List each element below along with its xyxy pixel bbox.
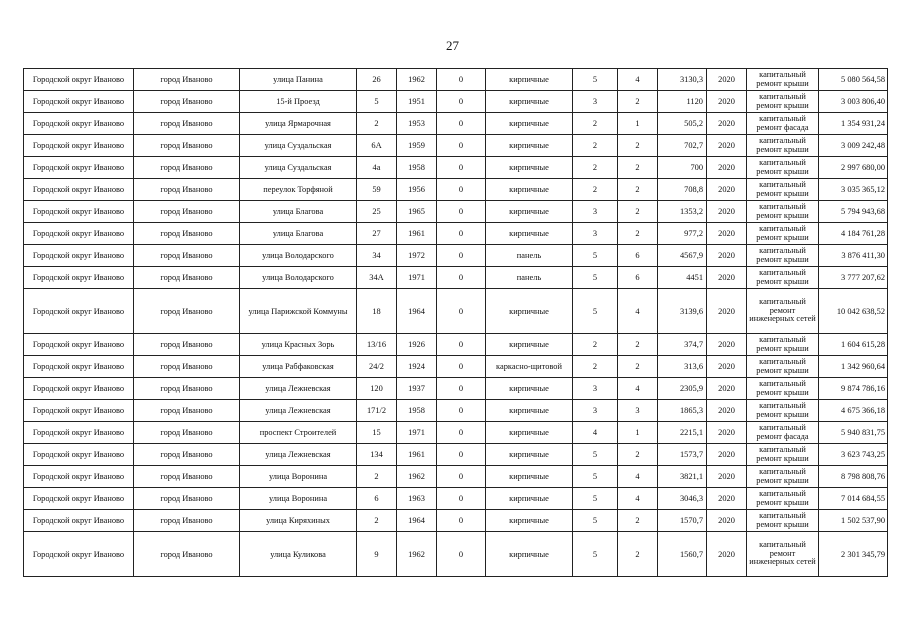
area-cell: 313,6 <box>658 356 707 378</box>
floors-cell: 5 <box>573 69 618 91</box>
build-year-cell: 1924 <box>397 356 437 378</box>
city-cell: город Иваново <box>134 488 240 510</box>
work-type-cell: капитальный ремонт фасада <box>747 422 819 444</box>
wall-material-cell: кирпичные <box>486 444 573 466</box>
table-row <box>24 510 888 532</box>
zero-cell: 0 <box>437 444 486 466</box>
plan-year-cell: 2020 <box>707 201 747 223</box>
house-number-cell: 25 <box>357 201 397 223</box>
housing-repair-table <box>23 68 888 577</box>
floors-cell: 2 <box>573 157 618 179</box>
work-type-cell: капитальный ремонт крыши <box>747 135 819 157</box>
cost-cell: 3 003 806,40 <box>819 91 888 113</box>
district-cell: Городской округ Иваново <box>24 201 134 223</box>
wall-material-cell: кирпичные <box>486 466 573 488</box>
entrances-cell: 2 <box>618 201 658 223</box>
cost-cell: 1 342 960,64 <box>819 356 888 378</box>
plan-year-cell: 2020 <box>707 444 747 466</box>
entrances-cell: 2 <box>618 157 658 179</box>
build-year-cell: 1953 <box>397 113 437 135</box>
street-cell: улица Воронина <box>240 466 357 488</box>
plan-year-cell: 2020 <box>707 157 747 179</box>
zero-cell: 0 <box>437 201 486 223</box>
city-cell: город Иваново <box>134 69 240 91</box>
house-number-cell: 24/2 <box>357 356 397 378</box>
zero-cell: 0 <box>437 334 486 356</box>
table-row <box>24 444 888 466</box>
house-number-cell: 2 <box>357 510 397 532</box>
district-cell: Городской округ Иваново <box>24 245 134 267</box>
district-cell: Городской округ Иваново <box>24 422 134 444</box>
cost-cell: 2 997 680,00 <box>819 157 888 179</box>
city-cell: город Иваново <box>134 466 240 488</box>
work-type-cell: капитальный ремонт крыши <box>747 157 819 179</box>
work-type-cell: капитальный ремонт крыши <box>747 466 819 488</box>
house-number-cell: 34А <box>357 267 397 289</box>
build-year-cell: 1964 <box>397 510 437 532</box>
city-cell: город Иваново <box>134 356 240 378</box>
table-row <box>24 378 888 400</box>
work-type-cell: капитальный ремонт крыши <box>747 245 819 267</box>
cost-cell: 1 502 537,90 <box>819 510 888 532</box>
floors-cell: 3 <box>573 223 618 245</box>
plan-year-cell: 2020 <box>707 113 747 135</box>
zero-cell: 0 <box>437 245 486 267</box>
area-cell: 4567,9 <box>658 245 707 267</box>
floors-cell: 3 <box>573 378 618 400</box>
district-cell: Городской округ Иваново <box>24 510 134 532</box>
plan-year-cell: 2020 <box>707 179 747 201</box>
cost-cell: 9 874 786,16 <box>819 378 888 400</box>
work-type-cell: капитальный ремонт крыши <box>747 444 819 466</box>
build-year-cell: 1962 <box>397 69 437 91</box>
district-cell: Городской округ Иваново <box>24 91 134 113</box>
entrances-cell: 4 <box>618 69 658 91</box>
plan-year-cell: 2020 <box>707 466 747 488</box>
wall-material-cell: кирпичные <box>486 91 573 113</box>
zero-cell: 0 <box>437 69 486 91</box>
district-cell: Городской округ Иваново <box>24 267 134 289</box>
table-row <box>24 334 888 356</box>
street-cell: улица Суздальская <box>240 135 357 157</box>
wall-material-cell: каркасно-щитовой <box>486 356 573 378</box>
area-cell: 4451 <box>658 267 707 289</box>
house-number-cell: 34 <box>357 245 397 267</box>
table-row <box>24 289 888 334</box>
work-type-cell: капитальный ремонт крыши <box>747 179 819 201</box>
zero-cell: 0 <box>437 267 486 289</box>
city-cell: город Иваново <box>134 422 240 444</box>
cost-cell: 4 675 366,18 <box>819 400 888 422</box>
street-cell: улица Лежневская <box>240 378 357 400</box>
floors-cell: 3 <box>573 91 618 113</box>
street-cell: переулок Торфяной <box>240 179 357 201</box>
cost-cell: 1 354 931,24 <box>819 113 888 135</box>
floors-cell: 3 <box>573 400 618 422</box>
wall-material-cell: панель <box>486 267 573 289</box>
zero-cell: 0 <box>437 466 486 488</box>
cost-cell: 7 014 684,55 <box>819 488 888 510</box>
house-number-cell: 6 <box>357 488 397 510</box>
street-cell: улица Панина <box>240 69 357 91</box>
district-cell: Городской округ Иваново <box>24 334 134 356</box>
floors-cell: 5 <box>573 289 618 334</box>
work-type-cell: капитальный ремонт крыши <box>747 267 819 289</box>
area-cell: 1353,2 <box>658 201 707 223</box>
entrances-cell: 6 <box>618 245 658 267</box>
area-cell: 2305,9 <box>658 378 707 400</box>
floors-cell: 2 <box>573 356 618 378</box>
floors-cell: 5 <box>573 488 618 510</box>
city-cell: город Иваново <box>134 223 240 245</box>
area-cell: 702,7 <box>658 135 707 157</box>
page-number: 27 <box>446 38 459 53</box>
area-cell: 3130,3 <box>658 69 707 91</box>
table-row <box>24 135 888 157</box>
street-cell: 15-й Проезд <box>240 91 357 113</box>
wall-material-cell: кирпичные <box>486 135 573 157</box>
zero-cell: 0 <box>437 135 486 157</box>
floors-cell: 3 <box>573 201 618 223</box>
work-type-cell: капитальный ремонт крыши <box>747 69 819 91</box>
zero-cell: 0 <box>437 378 486 400</box>
cost-cell: 3 876 411,30 <box>819 245 888 267</box>
street-cell: улица Благова <box>240 223 357 245</box>
cost-cell: 1 604 615,28 <box>819 334 888 356</box>
build-year-cell: 1926 <box>397 334 437 356</box>
district-cell: Городской округ Иваново <box>24 444 134 466</box>
zero-cell: 0 <box>437 91 486 113</box>
entrances-cell: 4 <box>618 488 658 510</box>
plan-year-cell: 2020 <box>707 532 747 577</box>
area-cell: 3139,6 <box>658 289 707 334</box>
entrances-cell: 4 <box>618 378 658 400</box>
district-cell: Городской округ Иваново <box>24 532 134 577</box>
street-cell: улица Красных Зорь <box>240 334 357 356</box>
area-cell: 1570,7 <box>658 510 707 532</box>
table-row <box>24 356 888 378</box>
street-cell: улица Володарского <box>240 245 357 267</box>
table-row <box>24 400 888 422</box>
entrances-cell: 2 <box>618 91 658 113</box>
plan-year-cell: 2020 <box>707 69 747 91</box>
entrances-cell: 2 <box>618 135 658 157</box>
street-cell: улица Парижской Коммуны <box>240 289 357 334</box>
area-cell: 505,2 <box>658 113 707 135</box>
work-type-cell: капитальный ремонт крыши <box>747 510 819 532</box>
floors-cell: 2 <box>573 135 618 157</box>
zero-cell: 0 <box>437 113 486 135</box>
build-year-cell: 1965 <box>397 201 437 223</box>
table-row <box>24 488 888 510</box>
cost-cell: 5 080 564,58 <box>819 69 888 91</box>
entrances-cell: 2 <box>618 334 658 356</box>
area-cell: 1120 <box>658 91 707 113</box>
plan-year-cell: 2020 <box>707 91 747 113</box>
build-year-cell: 1971 <box>397 422 437 444</box>
house-number-cell: 6А <box>357 135 397 157</box>
street-cell: проспект Строителей <box>240 422 357 444</box>
table-row <box>24 466 888 488</box>
cost-cell: 5 940 831,75 <box>819 422 888 444</box>
plan-year-cell: 2020 <box>707 289 747 334</box>
entrances-cell: 1 <box>618 113 658 135</box>
cost-cell: 3 623 743,25 <box>819 444 888 466</box>
build-year-cell: 1951 <box>397 91 437 113</box>
work-type-cell: капитальный ремонт крыши <box>747 400 819 422</box>
plan-year-cell: 2020 <box>707 356 747 378</box>
wall-material-cell: панель <box>486 245 573 267</box>
street-cell: улица Ярмарочная <box>240 113 357 135</box>
wall-material-cell: кирпичные <box>486 69 573 91</box>
entrances-cell: 4 <box>618 289 658 334</box>
city-cell: город Иваново <box>134 157 240 179</box>
wall-material-cell: кирпичные <box>486 532 573 577</box>
build-year-cell: 1958 <box>397 400 437 422</box>
plan-year-cell: 2020 <box>707 510 747 532</box>
area-cell: 3821,1 <box>658 466 707 488</box>
house-number-cell: 27 <box>357 223 397 245</box>
entrances-cell: 4 <box>618 466 658 488</box>
plan-year-cell: 2020 <box>707 334 747 356</box>
house-number-cell: 4а <box>357 157 397 179</box>
city-cell: город Иваново <box>134 400 240 422</box>
build-year-cell: 1958 <box>397 157 437 179</box>
district-cell: Городской округ Иваново <box>24 157 134 179</box>
build-year-cell: 1963 <box>397 488 437 510</box>
house-number-cell: 18 <box>357 289 397 334</box>
zero-cell: 0 <box>437 289 486 334</box>
build-year-cell: 1971 <box>397 267 437 289</box>
floors-cell: 2 <box>573 334 618 356</box>
house-number-cell: 2 <box>357 466 397 488</box>
area-cell: 1573,7 <box>658 444 707 466</box>
entrances-cell: 3 <box>618 400 658 422</box>
district-cell: Городской округ Иваново <box>24 356 134 378</box>
floors-cell: 5 <box>573 532 618 577</box>
cost-cell: 8 798 808,76 <box>819 466 888 488</box>
table-row <box>24 179 888 201</box>
house-number-cell: 134 <box>357 444 397 466</box>
district-cell: Городской округ Иваново <box>24 135 134 157</box>
house-number-cell: 120 <box>357 378 397 400</box>
wall-material-cell: кирпичные <box>486 488 573 510</box>
plan-year-cell: 2020 <box>707 267 747 289</box>
street-cell: улица Рабфаковская <box>240 356 357 378</box>
build-year-cell: 1959 <box>397 135 437 157</box>
street-cell: улица Суздальская <box>240 157 357 179</box>
house-number-cell: 15 <box>357 422 397 444</box>
work-type-cell: капитальный ремонт крыши <box>747 201 819 223</box>
build-year-cell: 1972 <box>397 245 437 267</box>
table-row <box>24 69 888 91</box>
plan-year-cell: 2020 <box>707 400 747 422</box>
zero-cell: 0 <box>437 179 486 201</box>
district-cell: Городской округ Иваново <box>24 179 134 201</box>
city-cell: город Иваново <box>134 267 240 289</box>
street-cell: улица Куликова <box>240 532 357 577</box>
street-cell: улица Володарского <box>240 267 357 289</box>
area-cell: 374,7 <box>658 334 707 356</box>
district-cell: Городской округ Иваново <box>24 289 134 334</box>
house-number-cell: 26 <box>357 69 397 91</box>
district-cell: Городской округ Иваново <box>24 113 134 135</box>
district-cell: Городской округ Иваново <box>24 69 134 91</box>
city-cell: город Иваново <box>134 201 240 223</box>
build-year-cell: 1961 <box>397 444 437 466</box>
zero-cell: 0 <box>437 400 486 422</box>
entrances-cell: 2 <box>618 223 658 245</box>
table-row <box>24 201 888 223</box>
build-year-cell: 1956 <box>397 179 437 201</box>
house-number-cell: 5 <box>357 91 397 113</box>
zero-cell: 0 <box>437 157 486 179</box>
area-cell: 700 <box>658 157 707 179</box>
plan-year-cell: 2020 <box>707 488 747 510</box>
work-type-cell: капитальный ремонт крыши <box>747 91 819 113</box>
city-cell: город Иваново <box>134 135 240 157</box>
wall-material-cell: кирпичные <box>486 422 573 444</box>
area-cell: 708,8 <box>658 179 707 201</box>
wall-material-cell: кирпичные <box>486 400 573 422</box>
work-type-cell: капитальный ремонт крыши <box>747 378 819 400</box>
floors-cell: 5 <box>573 245 618 267</box>
area-cell: 3046,3 <box>658 488 707 510</box>
house-number-cell: 2 <box>357 113 397 135</box>
district-cell: Городской округ Иваново <box>24 488 134 510</box>
work-type-cell: капитальный ремонт крыши <box>747 334 819 356</box>
table-row <box>24 267 888 289</box>
table-row <box>24 157 888 179</box>
build-year-cell: 1962 <box>397 466 437 488</box>
table-row <box>24 113 888 135</box>
district-cell: Городской округ Иваново <box>24 466 134 488</box>
floors-cell: 5 <box>573 510 618 532</box>
city-cell: город Иваново <box>134 378 240 400</box>
area-cell: 977,2 <box>658 223 707 245</box>
floors-cell: 5 <box>573 444 618 466</box>
zero-cell: 0 <box>437 223 486 245</box>
entrances-cell: 6 <box>618 267 658 289</box>
wall-material-cell: кирпичные <box>486 223 573 245</box>
zero-cell: 0 <box>437 422 486 444</box>
city-cell: город Иваново <box>134 91 240 113</box>
floors-cell: 5 <box>573 466 618 488</box>
plan-year-cell: 2020 <box>707 378 747 400</box>
entrances-cell: 2 <box>618 510 658 532</box>
table-row <box>24 223 888 245</box>
wall-material-cell: кирпичные <box>486 289 573 334</box>
city-cell: город Иваново <box>134 179 240 201</box>
district-cell: Городской округ Иваново <box>24 378 134 400</box>
table-row <box>24 532 888 577</box>
plan-year-cell: 2020 <box>707 245 747 267</box>
entrances-cell: 2 <box>618 444 658 466</box>
district-cell: Городской округ Иваново <box>24 400 134 422</box>
street-cell: улица Лежневская <box>240 444 357 466</box>
work-type-cell: капитальный ремонт крыши <box>747 223 819 245</box>
house-number-cell: 13/16 <box>357 334 397 356</box>
city-cell: город Иваново <box>134 510 240 532</box>
area-cell: 1865,3 <box>658 400 707 422</box>
work-type-cell: капитальный ремонт крыши <box>747 356 819 378</box>
house-number-cell: 9 <box>357 532 397 577</box>
table-body <box>24 69 888 577</box>
zero-cell: 0 <box>437 532 486 577</box>
cost-cell: 4 184 761,28 <box>819 223 888 245</box>
city-cell: город Иваново <box>134 334 240 356</box>
wall-material-cell: кирпичные <box>486 334 573 356</box>
floors-cell: 5 <box>573 267 618 289</box>
cost-cell: 3 009 242,48 <box>819 135 888 157</box>
work-type-cell: капитальный ремонт инженерных сетей <box>747 289 819 334</box>
street-cell: улица Киряхиных <box>240 510 357 532</box>
table-row <box>24 245 888 267</box>
city-cell: город Иваново <box>134 444 240 466</box>
cost-cell: 10 042 638,52 <box>819 289 888 334</box>
entrances-cell: 1 <box>618 422 658 444</box>
work-type-cell: капитальный ремонт инженерных сетей <box>747 532 819 577</box>
zero-cell: 0 <box>437 510 486 532</box>
floors-cell: 2 <box>573 179 618 201</box>
city-cell: город Иваново <box>134 245 240 267</box>
build-year-cell: 1961 <box>397 223 437 245</box>
wall-material-cell: кирпичные <box>486 179 573 201</box>
wall-material-cell: кирпичные <box>486 378 573 400</box>
cost-cell: 5 794 943,68 <box>819 201 888 223</box>
city-cell: город Иваново <box>134 289 240 334</box>
build-year-cell: 1962 <box>397 532 437 577</box>
floors-cell: 4 <box>573 422 618 444</box>
street-cell: улица Благова <box>240 201 357 223</box>
city-cell: город Иваново <box>134 113 240 135</box>
city-cell: город Иваново <box>134 532 240 577</box>
zero-cell: 0 <box>437 356 486 378</box>
area-cell: 1560,7 <box>658 532 707 577</box>
cost-cell: 2 301 345,79 <box>819 532 888 577</box>
work-type-cell: капитальный ремонт фасада <box>747 113 819 135</box>
street-cell: улица Воронина <box>240 488 357 510</box>
entrances-cell: 2 <box>618 532 658 577</box>
wall-material-cell: кирпичные <box>486 510 573 532</box>
table-row <box>24 422 888 444</box>
build-year-cell: 1937 <box>397 378 437 400</box>
street-cell: улица Лежневская <box>240 400 357 422</box>
plan-year-cell: 2020 <box>707 422 747 444</box>
cost-cell: 3 777 207,62 <box>819 267 888 289</box>
house-number-cell: 59 <box>357 179 397 201</box>
district-cell: Городской округ Иваново <box>24 223 134 245</box>
floors-cell: 2 <box>573 113 618 135</box>
table-row <box>24 91 888 113</box>
plan-year-cell: 2020 <box>707 223 747 245</box>
wall-material-cell: кирпичные <box>486 113 573 135</box>
work-type-cell: капитальный ремонт крыши <box>747 488 819 510</box>
house-number-cell: 171/2 <box>357 400 397 422</box>
entrances-cell: 2 <box>618 179 658 201</box>
build-year-cell: 1964 <box>397 289 437 334</box>
wall-material-cell: кирпичные <box>486 201 573 223</box>
plan-year-cell: 2020 <box>707 135 747 157</box>
cost-cell: 3 035 365,12 <box>819 179 888 201</box>
entrances-cell: 2 <box>618 356 658 378</box>
zero-cell: 0 <box>437 488 486 510</box>
area-cell: 2215,1 <box>658 422 707 444</box>
wall-material-cell: кирпичные <box>486 157 573 179</box>
